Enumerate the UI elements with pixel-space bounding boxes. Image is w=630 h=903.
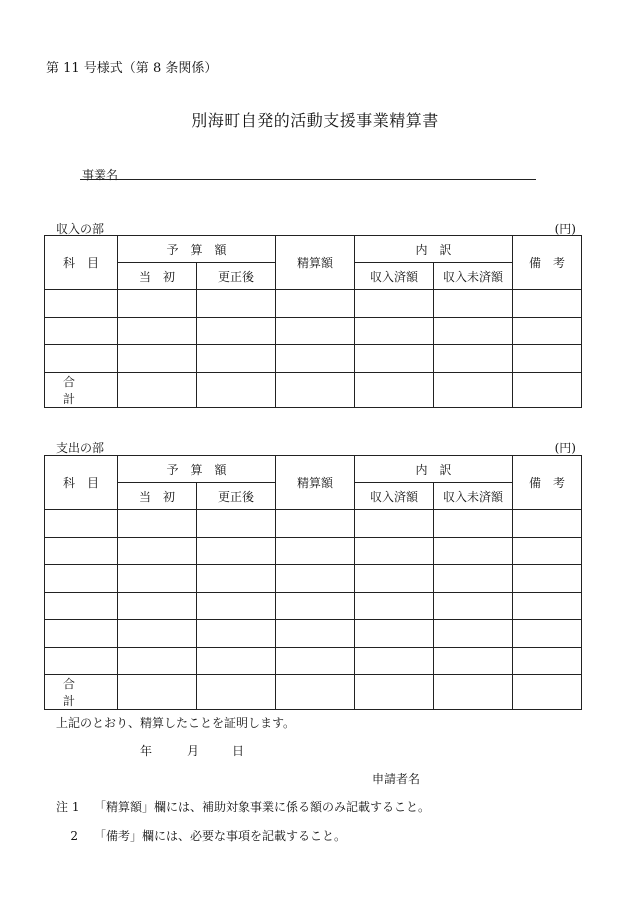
expense-section-label: 支出の部	[56, 441, 105, 455]
project-name-label: 事業名	[82, 168, 119, 182]
expense-header-unreceived: 収入未済額	[434, 483, 513, 510]
table-cell[interactable]	[355, 537, 434, 565]
table-cell[interactable]	[118, 647, 197, 675]
table-cell[interactable]	[197, 290, 276, 318]
table-cell[interactable]	[276, 537, 355, 565]
table-row	[45, 647, 582, 675]
table-cell[interactable]	[118, 537, 197, 565]
table-cell[interactable]	[513, 647, 582, 675]
form-number: 第 11 号様式（第 8 条関係）	[46, 61, 218, 76]
income-header-settlement: 精算額	[276, 236, 355, 290]
table-cell[interactable]	[276, 565, 355, 593]
table-row	[45, 592, 582, 620]
table-cell[interactable]	[513, 345, 582, 373]
expense-unit-label: (円)	[554, 441, 576, 455]
date-year-label: 年	[140, 744, 153, 758]
table-cell[interactable]	[434, 647, 513, 675]
table-cell[interactable]	[197, 620, 276, 648]
income-header-remarks: 備 考	[513, 236, 582, 290]
certification-statement: 上記のとおり、精算したことを証明します。	[56, 716, 296, 730]
expense-header-settlement: 精算額	[276, 456, 355, 510]
table-cell[interactable]	[434, 592, 513, 620]
table-cell[interactable]	[434, 537, 513, 565]
income-total-label: 合 計	[45, 372, 118, 407]
table-cell[interactable]	[118, 372, 197, 407]
table-cell[interactable]	[45, 565, 118, 593]
table-cell[interactable]	[513, 372, 582, 407]
table-cell[interactable]	[355, 372, 434, 407]
table-cell[interactable]	[45, 345, 118, 373]
total-row	[45, 675, 582, 710]
note-1	[56, 798, 430, 815]
expense-header-budget: 予 算 額	[118, 456, 276, 483]
table-cell[interactable]	[355, 510, 434, 538]
table-cell[interactable]	[355, 317, 434, 345]
table-cell[interactable]	[197, 647, 276, 675]
table-cell[interactable]	[513, 537, 582, 565]
expense-header-received: 収入済額	[355, 483, 434, 510]
table-row	[45, 537, 582, 565]
table-cell[interactable]	[45, 290, 118, 318]
table-cell[interactable]	[434, 565, 513, 593]
table-cell[interactable]	[197, 537, 276, 565]
table-cell[interactable]	[45, 647, 118, 675]
expense-table	[44, 455, 582, 710]
applicant-name-label: 申請者名	[372, 772, 421, 786]
table-cell[interactable]	[197, 592, 276, 620]
table-cell[interactable]	[434, 345, 513, 373]
table-cell[interactable]	[276, 510, 355, 538]
income-header-breakdown: 内 訳	[355, 236, 513, 263]
project-name-field[interactable]	[80, 179, 536, 180]
table-cell[interactable]	[45, 592, 118, 620]
table-cell[interactable]	[276, 372, 355, 407]
table-cell[interactable]	[197, 345, 276, 373]
table-row	[45, 317, 582, 345]
table-row	[45, 290, 582, 318]
expense-total-label: 合 計	[45, 675, 118, 710]
table-cell[interactable]	[197, 565, 276, 593]
note-1-text: 「精算額」欄には、補助対象事業に係る額のみ記載すること。	[94, 800, 431, 814]
table-cell[interactable]	[513, 675, 582, 710]
expense-header-breakdown: 内 訳	[355, 456, 513, 483]
table-row	[45, 620, 582, 648]
date-day-label: 日	[232, 744, 245, 758]
table-row	[45, 565, 582, 593]
table-cell[interactable]	[513, 510, 582, 538]
table-cell[interactable]	[513, 317, 582, 345]
document-title: 別海町自発的活動支援事業精算書	[191, 111, 439, 130]
table-cell[interactable]	[276, 592, 355, 620]
table-cell[interactable]	[434, 675, 513, 710]
table-cell[interactable]	[45, 537, 118, 565]
table-cell[interactable]	[118, 510, 197, 538]
note-2	[56, 827, 346, 844]
table-cell[interactable]	[118, 675, 197, 710]
table-cell[interactable]	[45, 510, 118, 538]
income-header-subject: 科 目	[45, 236, 118, 290]
table-cell[interactable]	[118, 592, 197, 620]
table-cell[interactable]	[355, 647, 434, 675]
table-cell[interactable]	[355, 290, 434, 318]
table-cell[interactable]	[276, 345, 355, 373]
table-cell[interactable]	[513, 565, 582, 593]
table-cell[interactable]	[434, 510, 513, 538]
table-row	[45, 345, 582, 373]
table-cell[interactable]	[434, 372, 513, 407]
income-header-unreceived: 収入未済額	[434, 263, 513, 290]
income-header-budget: 予 算 額	[118, 236, 276, 263]
table-cell[interactable]	[513, 290, 582, 318]
income-header-received: 収入済額	[355, 263, 434, 290]
table-cell[interactable]	[355, 592, 434, 620]
table-cell[interactable]	[197, 675, 276, 710]
expense-header-subject: 科 目	[45, 456, 118, 510]
income-unit-label: (円)	[554, 222, 576, 236]
total-row	[45, 372, 582, 407]
note-2-text: 「備考」欄には、必要な事項を記載すること。	[94, 829, 347, 843]
expense-header-initial: 当 初	[118, 483, 197, 510]
table-cell[interactable]	[434, 317, 513, 345]
note-2-number: 2	[70, 829, 78, 843]
expense-header-remarks: 備 考	[513, 456, 582, 510]
table-cell[interactable]	[118, 290, 197, 318]
income-table	[44, 235, 582, 408]
table-cell[interactable]	[434, 620, 513, 648]
table-cell[interactable]	[276, 290, 355, 318]
income-section-label: 収入の部	[56, 222, 105, 236]
table-cell[interactable]	[118, 345, 197, 373]
table-cell[interactable]	[118, 317, 197, 345]
table-cell[interactable]	[118, 565, 197, 593]
table-cell[interactable]	[355, 675, 434, 710]
table-cell[interactable]	[197, 510, 276, 538]
table-cell[interactable]	[355, 345, 434, 373]
expense-header-revised: 更正後	[197, 483, 276, 510]
income-header-initial: 当 初	[118, 263, 197, 290]
table-cell[interactable]	[118, 620, 197, 648]
table-cell[interactable]	[197, 372, 276, 407]
table-cell[interactable]	[434, 290, 513, 318]
table-cell[interactable]	[276, 647, 355, 675]
table-cell[interactable]	[45, 620, 118, 648]
table-cell[interactable]	[276, 317, 355, 345]
date-month-label: 月	[187, 744, 200, 758]
table-cell[interactable]	[45, 317, 118, 345]
income-header-revised: 更正後	[197, 263, 276, 290]
table-cell[interactable]	[355, 565, 434, 593]
table-cell[interactable]	[513, 620, 582, 648]
table-cell[interactable]	[276, 620, 355, 648]
note-1-number: 注 1	[56, 800, 80, 814]
table-cell[interactable]	[276, 675, 355, 710]
table-cell[interactable]	[197, 317, 276, 345]
table-row	[45, 510, 582, 538]
table-cell[interactable]	[513, 592, 582, 620]
table-cell[interactable]	[355, 620, 434, 648]
